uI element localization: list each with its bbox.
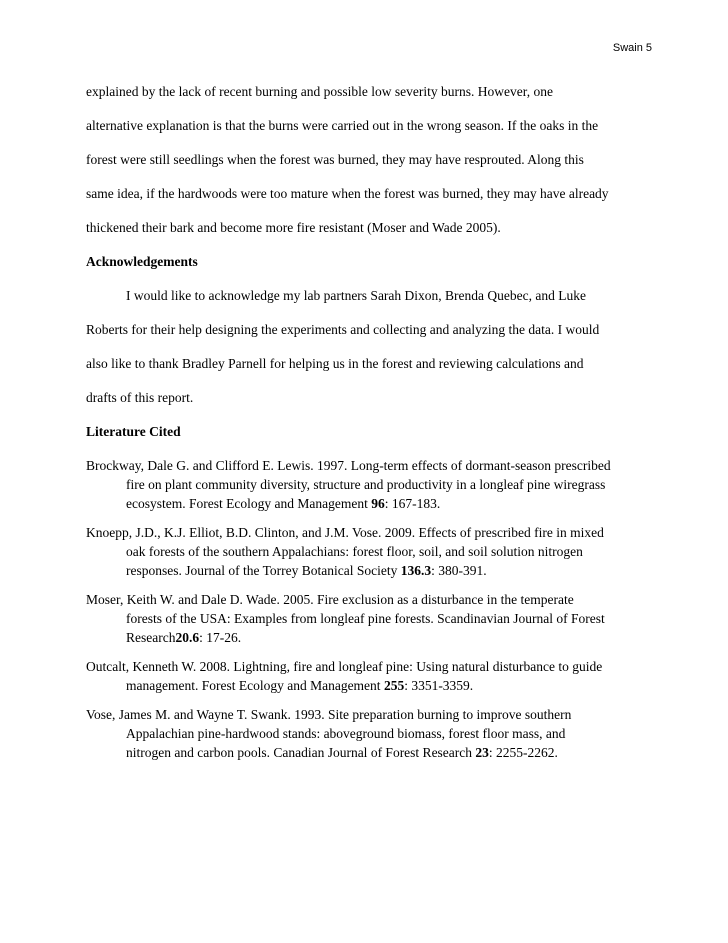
reference-pages: : 167-183. [384,496,441,511]
reference-line [86,494,656,513]
ack-line: also like to thank Bradley Parnell for helping us in the forest and reviewing calculations and [86,356,584,371]
reference-volume: 23 [475,745,489,760]
ack-line: I would like to acknowledge my lab partners Sarah Dixon, Brenda Quebec, and Luke [126,288,586,303]
ack-line: drafts of this report. [86,390,194,405]
reference-pages: : 17-26. [199,630,242,645]
reference-line: Outcalt, Kenneth W. 2008. Lightning, fire and longleaf pine: Using natural disturbance to guide [86,659,603,674]
document-body [86,82,656,772]
reference-entry [86,523,656,580]
reference-line: Brockway, Dale G. and Clifford E. Lewis. 1997. Long-term effects of dormant-season prescribed [86,458,611,473]
reference-text: ecosystem. Forest Ecology and Management [126,496,372,511]
reference-entry [86,705,656,762]
reference-line [86,628,656,647]
intro-paragraph [86,82,656,252]
reference-text: Research [126,630,176,645]
intro-line: alternative explanation is that the burns were carried out in the wrong season. If the oaks in the [86,118,599,133]
reference-pages: : 2255-2262. [488,745,558,760]
reference-line: Moser, Keith W. and Dale D. Wade. 2005. Fire exclusion as a disturbance in the temperate [86,592,574,607]
reference-volume: 255 [383,678,405,693]
reference-line [86,676,656,695]
reference-volume: 96 [371,496,385,511]
reference-line [86,561,656,580]
intro-line: thickened their bark and become more fire resistant (Moser and Wade 2005). [86,220,501,235]
running-head: Swain 5 [612,42,652,54]
intro-line: forest were still seedlings when the forest was burned, they may have resprouted. Along this [86,152,584,167]
ack-line: Roberts for their help designing the experiments and collecting and analyzing the data. I would [86,322,600,337]
reference-line: Knoepp, J.D., K.J. Elliot, B.D. Clinton, and J.M. Vose. 2009. Effects of prescribed fire in mixed [86,525,604,540]
reference-entry [86,657,656,695]
reference-volume: 20.6 [175,630,200,645]
reference-line: Appalachian pine-hardwood stands: aboveground biomass, forest floor mass, and [126,726,566,741]
reference-text: nitrogen and carbon pools. Canadian Journal of Forest Research [126,745,476,760]
intro-line: same idea, if the hardwoods were too mature when the forest was burned, they may have already [86,186,609,201]
reference-entry [86,590,656,647]
acknowledgements-paragraph [86,286,656,422]
reference-text: responses. Journal of the Torrey Botanical Society [126,563,401,578]
reference-line: Vose, James M. and Wayne T. Swank. 1993. Site preparation burning to improve southern [86,707,572,722]
reference-line: oak forests of the southern Appalachians: forest floor, soil, and soil solution nitrogen [126,544,583,559]
reference-pages: : 3351-3359. [404,678,474,693]
reference-list [86,456,656,762]
reference-line [86,743,656,762]
reference-line: forests of the USA: Examples from longleaf pine forests. Scandinavian Journal of Forest [126,611,605,626]
literature-cited-heading: Literature Cited [86,424,181,439]
reference-entry [86,456,656,513]
intro-line: explained by the lack of recent burning and possible low severity burns. However, one [86,84,553,99]
acknowledgements-heading: Acknowledgements [86,254,198,269]
reference-pages: : 380-391. [431,563,487,578]
reference-volume: 136.3 [400,563,432,578]
reference-text: management. Forest Ecology and Management [126,678,384,693]
reference-line: fire on plant community diversity, structure and productivity in a longleaf pine wiregrass [126,477,606,492]
